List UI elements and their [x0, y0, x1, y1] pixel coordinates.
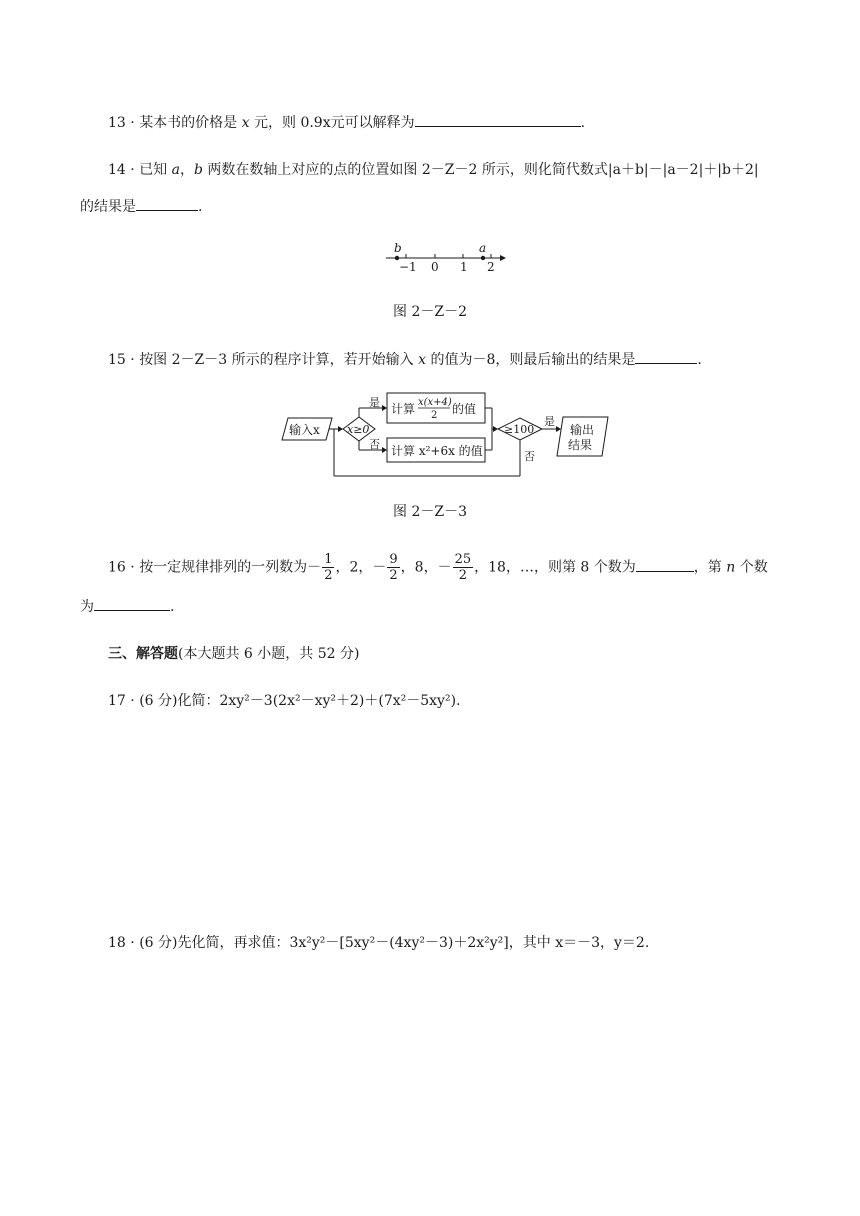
condition-label-2: ≥100 — [504, 423, 535, 436]
question-number: 13 — [108, 115, 126, 131]
number-line-figure — [380, 238, 510, 278]
yes-label: 是 — [369, 396, 380, 409]
question-18: 18 · (6 分)先化简，再求值：3x²y²－[5xy²－(4xy²－3)＋2x²y²]，其中 x＝－3，y＝2. — [108, 935, 650, 951]
question-13: 13 · 某本书的价格是 x 元，则 0.9x元可以解释为 . — [108, 112, 585, 133]
yes-label-2: 是 — [544, 415, 555, 428]
question-14: 14 · 已知 a，b 两数在数轴上对应的点的位置如图 2－Z－2 所示，则化简代数式|a＋b|－|a－2|＋|b＋2| — [108, 162, 759, 178]
svg-text:的值: 的值 — [452, 402, 477, 416]
question-15: 15 · 按图 2－Z－3 所示的程序计算，若开始输入 x 的值为－8，则最后输出的结果是 . — [108, 349, 702, 370]
svg-text:2: 2 — [431, 410, 438, 421]
figure-caption: 图 2－Z－2 — [393, 304, 467, 320]
tick-label: 0 — [431, 260, 439, 274]
answer-blank[interactable] — [136, 196, 198, 211]
question-17: 17 · (6 分)化简：2xy²－3(2x²－xy²＋2)＋(7x²－5xy²). — [108, 693, 461, 709]
flowchart-figure — [280, 390, 620, 482]
answer-blank[interactable] — [636, 557, 694, 572]
section-heading: 三、解答题(本大题共 6 小题，共 52 分) — [108, 646, 360, 662]
tick-label: 1 — [460, 260, 468, 274]
question-16: 16 · 按一定规律排列的一列数为－ $\frac{1}{2}$ ，2，－ $\frac{9}{2}$ ，8，－ $\frac{25}{2}$ ，18，…，则第 8 个数为 ，第 n 个数 — [108, 552, 768, 583]
label-b: b — [394, 241, 402, 255]
svg-text:输出: 输出 — [570, 423, 595, 437]
answer-blank[interactable] — [415, 112, 581, 127]
svg-text:结果: 结果 — [568, 438, 593, 452]
answer-blank[interactable] — [635, 349, 697, 364]
point-a — [481, 256, 485, 260]
question-16-line2: 为 . — [80, 596, 174, 617]
input-label: 输入x — [289, 423, 320, 437]
fraction: $\frac{9}{2}$ — [389, 552, 398, 583]
svg-text:计算 x²+6x 的值: 计算 x²+6x 的值 — [391, 444, 483, 458]
answer-blank[interactable] — [94, 596, 170, 611]
svg-text:计算: 计算 — [391, 402, 416, 416]
no-label-2: 否 — [524, 450, 535, 463]
tick-label: 2 — [487, 260, 495, 274]
fraction: $\frac{1}{2}$ — [324, 552, 333, 583]
label-a: a — [479, 241, 487, 255]
figure-caption: 图 2－Z－3 — [393, 504, 467, 520]
question-14-line2: 的结果是 . — [80, 196, 202, 217]
fraction: $\frac{25}{2}$ — [454, 552, 472, 583]
no-label: 否 — [369, 438, 380, 451]
svg-text:x(x+4): x(x+4) — [418, 397, 452, 408]
condition-label: x≥0 — [347, 423, 370, 436]
tick-label: −1 — [399, 260, 417, 274]
